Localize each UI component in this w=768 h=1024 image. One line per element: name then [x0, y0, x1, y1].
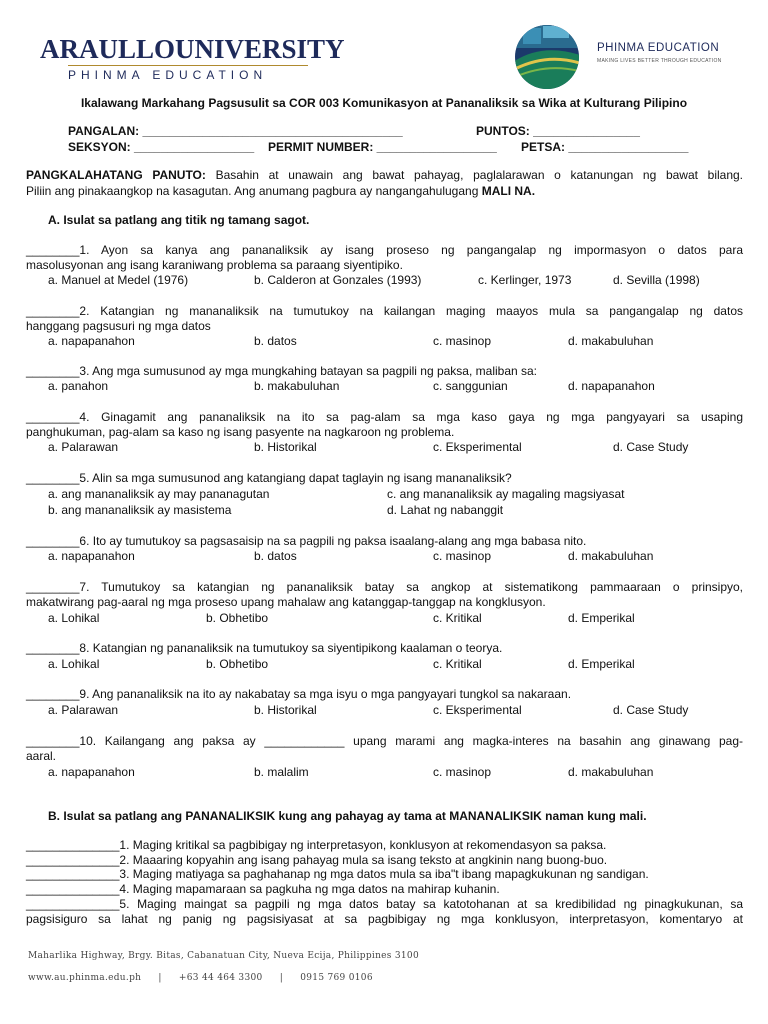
permit-number-field[interactable]: PERMIT NUMBER: __________________ — [268, 140, 497, 154]
q5-choice-b: b. ang mananaliksik ay masistema — [48, 503, 232, 517]
q3-choice-c: c. sanggunian — [433, 379, 508, 393]
q10-choice-a: a. napapanahon — [48, 765, 135, 779]
footer-address: Maharlika Highway, Brgy. Bitas, Cabanatuan City, Nueva Ecija, Philippines 3100 — [28, 951, 419, 961]
question-4: ________4. Ginagamit ang pananaliksik na ito sa pag-alam sa mga kaso gaya ng mga pangyayari sa usaping — [26, 410, 743, 424]
b-item-5: ______________5. Maging maingat sa pagpili ng mga datos batay sa katotohanan at sa kredibilidad ng pinagkukunan, sa — [26, 897, 743, 911]
question-7-cont: makatwirang pag-aaral ng mga proseso upang mahalaw ang katanggap-tanggap na kongklusyon. — [26, 595, 546, 609]
seksyon-field[interactable]: SEKSYON: __________________ — [68, 140, 255, 154]
footer-website[interactable]: www.au.phinma.edu.ph — [28, 973, 142, 983]
b-item-3: ______________3. Maging matiyaga sa paghahanap ng mga datos mula sa iba"t ibang mapagkukunan ng sandigan. — [26, 867, 649, 881]
question-6: ________6. Ito ay tumutukoy sa pagsasaisip na sa pagpili ng paksa isaalang-alang ang mga babasa nito. — [26, 534, 587, 548]
directions-line-2 — [26, 184, 535, 198]
q1-choice-b: b. Calderon at Gonzales (1993) — [254, 273, 422, 287]
directions-line-1 — [26, 168, 743, 182]
b-item-2: ______________2. Maaaring kopyahin ang isang pahayag mula sa isang teksto at angkinin nang buong-buo. — [26, 853, 608, 867]
phinma-education-logo — [513, 22, 733, 92]
footer-phone: +63 44 464 3300 — [178, 973, 263, 983]
question-2-cont: hanggang pagsusuri ng mga datos — [26, 319, 211, 333]
footer-mobile: 0915 769 0106 — [300, 973, 373, 983]
q8-choice-a: a. Lohikal — [48, 657, 100, 671]
q4-choice-d: d. Case Study — [613, 440, 689, 454]
question-9: ________9. Ang pananaliksik na ito ay nakabatay sa mga isyu o mga pangyayari tungkol sa nakaraan. — [26, 687, 572, 701]
q5-choice-d: d. Lahat ng nabanggit — [387, 503, 504, 517]
q3-choice-d: d. napapanahon — [568, 379, 655, 393]
q9-choice-b: b. Historikal — [254, 703, 317, 717]
q6-choice-c: c. masinop — [433, 549, 492, 563]
question-2: ________2. Katangian ng mananaliksik na tumutukoy na kailangan maging maayos mula sa pangangalap ng datos — [26, 304, 743, 318]
question-4-cont: panghukuman, pag-alam sa kaso ng isang pasyente na nagkaroon ng problema. — [26, 425, 455, 439]
directions-label: PANGKALAHATANG PANUTO: — [26, 168, 206, 182]
q4-choice-a: a. Palarawan — [48, 440, 119, 454]
q5-choice-c: c. ang mananaliksik ay magaling magsiyasat — [387, 487, 625, 501]
q3-choice-a: a. panahon — [48, 379, 109, 393]
q10-choice-c: c. masinop — [433, 765, 492, 779]
b-item-4: ______________4. Maging mapamaraan sa pagkuha ng mga datos na mahirap kuhanin. — [26, 882, 500, 896]
q7-choice-d: d. Emperikal — [568, 611, 635, 625]
q8-choice-b: b. Obhetibo — [206, 657, 269, 671]
q1-choice-d: d. Sevilla (1998) — [613, 273, 700, 287]
q4-choice-b: b. Historikal — [254, 440, 317, 454]
question-10: ________10. Kailangang ang paksa ay ____________ upang marami ang magka-interes na basahin ang ginawang pag- — [26, 734, 743, 748]
question-10-cont: aaral. — [26, 749, 57, 763]
university-subtitle: PHINMA EDUCATION — [68, 68, 268, 82]
q7-choice-b: b. Obhetibo — [206, 611, 269, 625]
pangalan-field[interactable]: PANGALAN: _______________________________________ — [68, 124, 403, 138]
section-a-heading: A. Isulat sa patlang ang titik ng tamang sagot. — [48, 213, 310, 227]
phinma-name: PHINMA EDUCATION — [597, 42, 720, 54]
q5-choice-a: a. ang mananaliksik ay may pananagutan — [48, 487, 270, 501]
q9-choice-a: a. Palarawan — [48, 703, 119, 717]
petsa-field[interactable]: PETSA: __________________ — [521, 140, 689, 154]
araullo-university-logo — [40, 34, 345, 86]
q7-choice-c: c. Kritikal — [433, 611, 482, 625]
q2-choice-d: d. makabuluhan — [568, 334, 654, 348]
directions-text-2: Piliin ang pinakaangkop na kasagutan. Ang anumang pagbura ay nangangahulugang — [26, 184, 482, 198]
puntos-field[interactable]: PUNTOS: ________________ — [476, 124, 640, 138]
question-1-cont: masolusyonan ang isang karaniwang problema sa paraang siyentipiko. — [26, 258, 403, 272]
q2-choice-c: c. masinop — [433, 334, 492, 348]
directions-mali: MALI NA. — [481, 184, 536, 198]
question-5: ________5. Alin sa mga sumusunod ang katangiang dapat taglayin ng isang mananaliksik? — [26, 471, 512, 485]
q2-choice-a: a. napapanahon — [48, 334, 135, 348]
q2-choice-b: b. datos — [254, 334, 297, 348]
q1-choice-c: c. Kerlinger, 1973 — [478, 273, 572, 287]
q4-choice-c: c. Eksperimental — [433, 440, 522, 454]
q6-choice-a: a. napapanahon — [48, 549, 135, 563]
question-3: ________3. Ang mga sumusunod ay mga mungkahing batayan sa pagpili ng paksa, maliban sa: — [26, 364, 538, 378]
footer-separator: | — [158, 973, 162, 983]
q7-choice-a: a. Lohikal — [48, 611, 100, 625]
q6-choice-b: b. datos — [254, 549, 297, 563]
q3-choice-b: b. makabuluhan — [254, 379, 340, 393]
q8-choice-c: c. Kritikal — [433, 657, 482, 671]
q9-choice-c: c. Eksperimental — [433, 703, 522, 717]
b-item-5-cont: pagsisiguro sa lahat ng panig ng pagsisiyasat at sa pagbibigay ng mga konklusyon, interpretasyon, komentaryo at — [26, 912, 743, 926]
logo-divider — [68, 65, 308, 66]
question-8: ________8. Katangian ng pananaliksik na tumutukoy sa siyentipikong kaalaman o teorya. — [26, 641, 503, 655]
phinma-globe-icon — [513, 22, 583, 92]
question-1: ________1. Ayon sa kanya ang pananaliksik ay isang proseso ng pangangalap ng impormasyon o datos para — [26, 243, 743, 257]
q1-choice-a: a. Manuel at Medel (1976) — [48, 273, 189, 287]
q6-choice-d: d. makabuluhan — [568, 549, 654, 563]
footer-contacts — [28, 973, 373, 983]
q10-choice-b: b. malalim — [254, 765, 309, 779]
b-item-1: ______________1. Maging kritikal sa pagbibigay ng interpretasyon, konklusyon at rekomendasyon sa paksa. — [26, 838, 607, 852]
q10-choice-d: d. makabuluhan — [568, 765, 654, 779]
exam-title: Ikalawang Markahang Pagsusulit sa COR 003 Komunikasyon at Pananaliksik sa Wika at Kulturang Pilipino — [80, 96, 688, 110]
phinma-tagline: MAKING LIVES BETTER THROUGH EDUCATION — [597, 58, 722, 64]
directions-text-1: Basahin at unawain ang bawat pahayag, paglalarawan o katanungan ng bawat bilang. — [205, 168, 744, 182]
footer-separator: | — [279, 973, 284, 983]
q9-choice-d: d. Case Study — [613, 703, 689, 717]
section-b-heading: B. Isulat sa patlang ang PANANALIKSIK kung ang pahayag ay tama at MANANALIKSIK naman kung mali. — [48, 809, 647, 823]
question-7: ________7. Tumutukoy sa katangian ng pananaliksik batay sa angkop at sistematikong pammaaraan o prinsipyo, — [26, 580, 743, 594]
q8-choice-d: d. Emperikal — [568, 657, 635, 671]
university-name: ARAULLOUNIVERSITY — [40, 34, 345, 64]
